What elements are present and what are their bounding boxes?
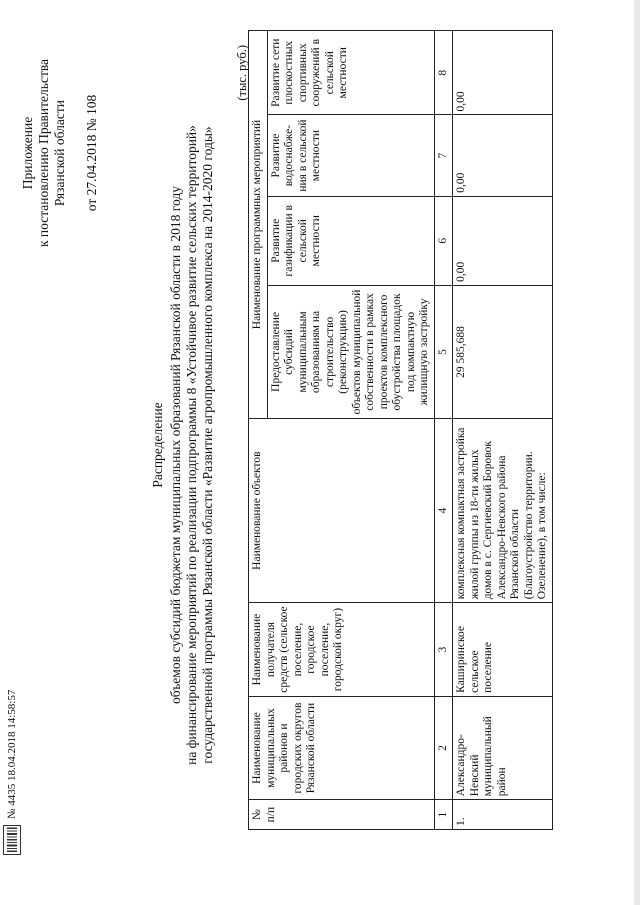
registration-stamp: [3, 690, 21, 855]
header-district: Наименование муниципальных районов и городских округов Рязанской области: [249, 696, 435, 799]
row-col5-value: 29 585,688: [453, 285, 553, 418]
header-col7: Развитие водоснабже-ния в сельской местности: [267, 115, 434, 196]
row-recipient: Каширинское сельское поселение: [453, 603, 553, 697]
col-number: 2: [434, 696, 453, 799]
header-num: № п/п: [249, 800, 435, 830]
appendix-date: от 27.04.2018 № 108: [84, 94, 99, 212]
subsidy-table: [248, 30, 553, 830]
appendix-block: [20, 33, 100, 273]
header-recipient: Наименование получателя средств (сельское поселение, городское поселение, городской округ): [249, 603, 435, 697]
header-col8: Развитие сети плоскостных спортивных сооружений в сельской местности: [267, 31, 434, 115]
table-row: [453, 31, 553, 830]
title-line: государственной программы Рязанской области «Развитие агропромышленного комплекса на 2014-2020 годы»: [200, 126, 215, 764]
title-heading: Распределение: [150, 402, 165, 488]
col-number: 4: [434, 419, 453, 603]
appendix-title: Приложение: [20, 116, 35, 190]
row-col6-value: 0,00: [453, 196, 553, 285]
units-label: (тыс. руб.): [235, 45, 249, 101]
row-object: комплексная компактная застройка жилой группы из 18-ти жилых домов в с. Сергиевский Боровок Александро-Невского района Рязанской области (Благоустройство территории. Озеленение), в том числе:: [453, 419, 553, 603]
appendix-line: Рязанской области: [52, 99, 67, 207]
row-district: Александро-Невский муниципальный район: [453, 696, 553, 799]
barcode-stamp-icon: [3, 825, 21, 855]
col-number: 7: [434, 115, 453, 196]
row-col8-value: 0,00: [453, 31, 553, 115]
col-number: 3: [434, 603, 453, 697]
col-number: 5: [434, 285, 453, 418]
col-number: 8: [434, 31, 453, 115]
column-number-row: [434, 31, 453, 830]
col-number: 6: [434, 196, 453, 285]
document-title: [150, 65, 216, 825]
title-line: на финансирование мероприятий по реализации подпрограммы 8 «Устойчивое развитие сельских территорий»: [184, 125, 199, 765]
row-col7-value: 0,00: [453, 115, 553, 196]
header-col6: Развитие газификации в сельской местности: [267, 196, 434, 285]
header-program-group: Наименование программных мероприятий: [249, 31, 268, 419]
row-num: 1.: [453, 800, 553, 830]
appendix-line: к постановлению Правительства: [36, 58, 51, 248]
header-col5: Предоставление субсидий муниципальным образованиям на строительство (реконструкцию) объектов муниципальной собственности в рамках проектов комплексного обустройства площадок под компактную жилищную застройку: [267, 285, 434, 418]
stamp-text: № 4435 18.04.2018 14:58:57: [6, 689, 18, 819]
header-objects: Наименование объектов: [249, 419, 435, 603]
scan-edge: [634, 0, 640, 905]
title-line: объемов субсидий бюджетам муниципальных образований Рязанской области в 2018 году: [168, 186, 183, 704]
col-number: 1: [434, 800, 453, 830]
